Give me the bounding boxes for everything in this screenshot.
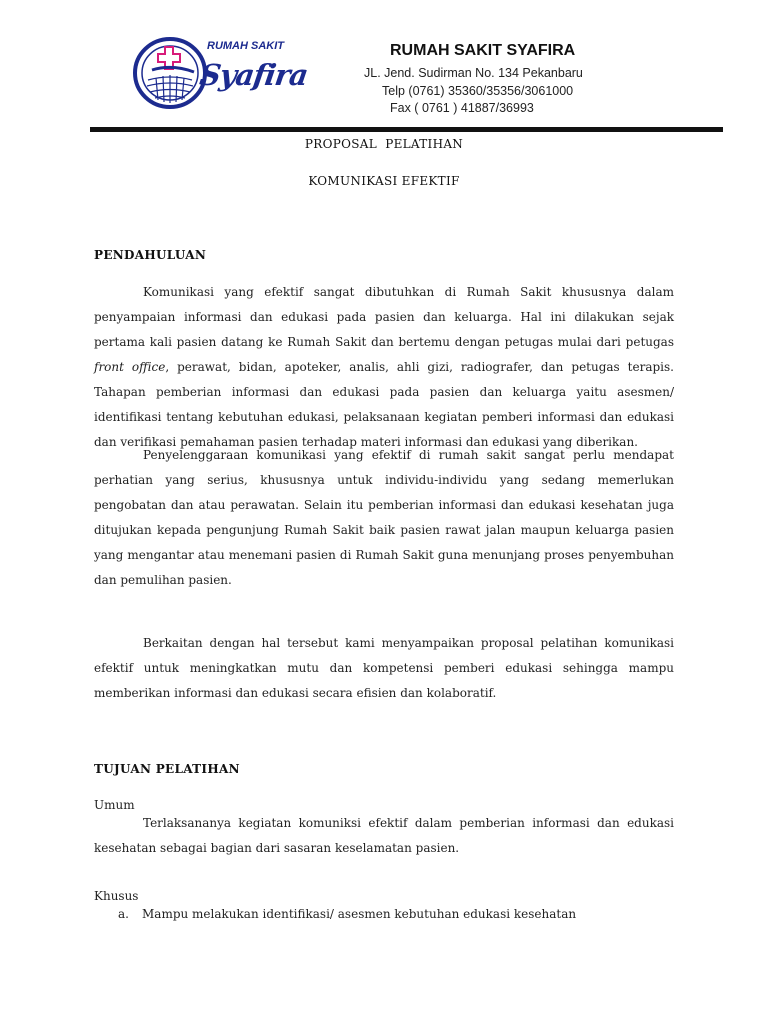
list-item-text: Mampu melakukan identifikasi/ asesmen kebutuhan edukasi kesehatan: [142, 907, 577, 921]
document-title: PROPOSAL PELATIHAN: [304, 137, 464, 151]
intro-paragraph-1: Komunikasi yang efektif sangat dibutuhkan di Rumah Sakit khususnya dalam penyampaian informasi dan edukasi pada pasien dan keluarga. Hal ini dilakukan sejak pertama kali pasien datang ke Rumah Sakit dan bertemu dengan petugas mulai dari petugas front office, perawat, bidan, apoteker, analis, ahli gizi, radiografer, dan petugas terapis. Tahapan pemberian informasi dan edukasi pada pasien dan keluarga yaitu asesmen/ identifikasi tentang kebutuhan edukasi, pelaksanaan kegiatan pemberi informasi dan edukasi dan verifikasi pemahaman pasien terhadap materi informasi dan edukasi yang diberikan.: [94, 285, 674, 449]
list-marker: a.: [118, 907, 129, 921]
logo-wordmark: Syafira: [197, 58, 310, 92]
globe-grid-icon: [147, 75, 193, 103]
goals-specific-label: Khusus: [94, 889, 139, 903]
section-heading-intro: PENDAHULUAN: [94, 248, 207, 262]
header-divider: [90, 127, 723, 132]
hospital-fax: Fax ( 0761 ) 41887/36993: [390, 101, 534, 115]
logo-caption: RUMAH SAKIT: [207, 40, 284, 52]
document-subtitle: KOMUNIKASI EFEKTIF: [308, 174, 460, 188]
goals-general-label: Umum: [94, 798, 135, 812]
hospital-name: RUMAH SAKIT SYAFIRA: [390, 42, 576, 59]
list-item: [118, 907, 576, 921]
intro-paragraph-2: Penyelenggaraan komunikasi yang efektif di rumah sakit sangat perlu mendapat perhatian yang serius, khususnya untuk individu-individu yang sedang memerlukan pengobatan dan atau perawatan. Selain itu pemberian informasi dan edukasi kesehatan juga ditujukan kepada pengunjung Rumah Sakit baik pasien rawat jalan maupun keluarga pasien yang mengantar atau menemani pasien di Rumah Sakit guna menunjang proses penyembuhan dan pemulihan pasien.: [94, 448, 674, 587]
intro-paragraph-3: Berkaitan dengan hal tersebut kami menyampaikan proposal pelatihan komunikasi efektif untuk meningkatkan mutu dan kompetensi pemberi edukasi sehingga mampu memberikan informasi dan edukasi secara efisien dan kolaboratif.: [94, 636, 674, 700]
italic-term: front office: [94, 360, 166, 374]
hospital-address: JL. Jend. Sudirman No. 134 Pekanbaru: [364, 66, 583, 80]
goals-general-text: Terlaksananya kegiatan komuniksi efektif dalam pemberian informasi dan edukasi kesehatan sebagai bagian dari sasaran keselamatan pasien.: [94, 816, 674, 855]
section-heading-goals: TUJUAN PELATIHAN: [94, 762, 240, 776]
hospital-phone: Telp (0761) 35360/35356/3061000: [382, 84, 574, 98]
